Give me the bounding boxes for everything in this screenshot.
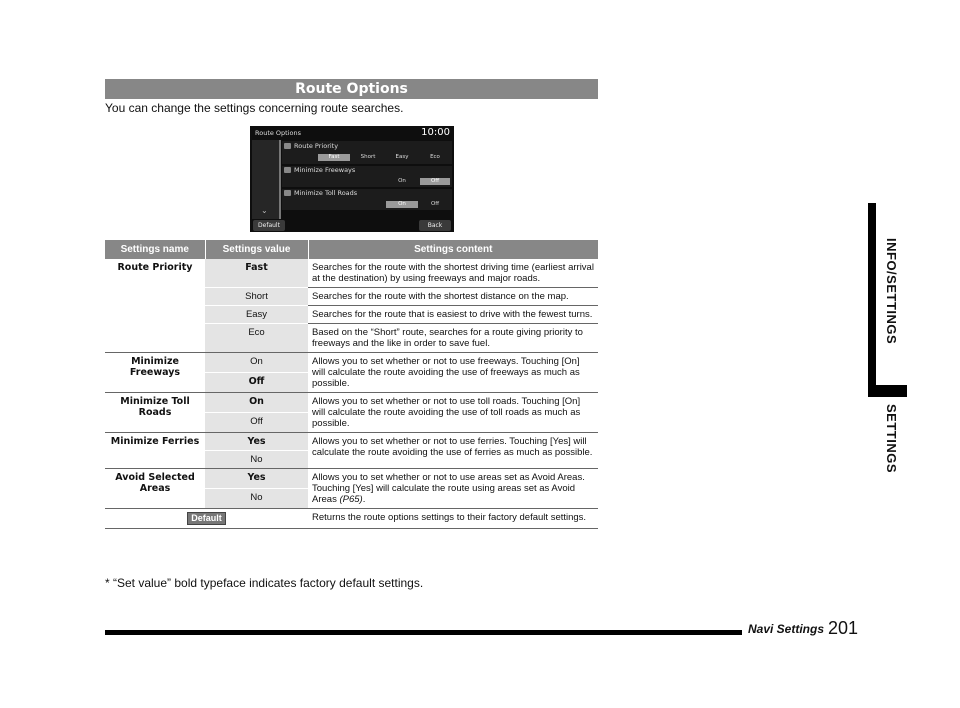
setting-value: Off xyxy=(205,413,308,433)
toll-icon xyxy=(284,190,291,196)
device-back-button[interactable]: Back xyxy=(419,220,451,231)
device-screen-title: Route Options xyxy=(255,129,302,137)
table-header-row xyxy=(105,240,598,259)
table-row xyxy=(105,393,598,413)
device-minimize-toll-roads-label: Minimize Toll Roads xyxy=(294,189,358,197)
setting-value: Eco xyxy=(205,324,308,353)
device-toll-on[interactable]: On xyxy=(386,201,418,208)
setting-value: On xyxy=(205,393,308,413)
setting-value: Fast xyxy=(205,259,308,288)
device-minimize-freeways-label: Minimize Freeways xyxy=(294,166,356,174)
route-priority-icon xyxy=(284,143,291,149)
side-tab-info-settings[interactable]: INFO/SETTINGS xyxy=(884,238,899,345)
device-option-short[interactable]: Short xyxy=(360,154,376,160)
table-row xyxy=(105,469,598,489)
device-option-fast[interactable]: Fast xyxy=(318,154,350,161)
setting-value: No xyxy=(205,489,308,509)
side-tab-marker xyxy=(868,385,907,397)
section-title: Route Options xyxy=(105,79,598,99)
setting-name-minimize-freeways: Minimize Freeways xyxy=(105,353,205,393)
setting-value: On xyxy=(205,353,308,373)
setting-content xyxy=(308,469,598,509)
setting-name-avoid-selected-areas: Avoid Selected Areas xyxy=(105,469,205,509)
footer-section-label: Navi Settings xyxy=(748,622,825,636)
page-number: 201 xyxy=(828,618,859,638)
page-reference-link[interactable]: (P65) xyxy=(339,494,363,505)
setting-value: Short xyxy=(205,288,308,306)
device-clock: 10:00 xyxy=(421,127,450,138)
settings-table xyxy=(105,240,598,529)
setting-content: Allows you to set whether or not to use freeways. Touching [On] will calculate the route avoiding the use of freeways as much as possible. xyxy=(308,353,598,393)
table-row xyxy=(105,433,598,451)
header-settings-name: Settings name xyxy=(105,240,205,259)
device-toll-off[interactable]: Off xyxy=(430,201,440,207)
content-line: Allows you to set whether or not to use areas set as Avoid Areas. xyxy=(312,472,585,483)
content-period: . xyxy=(362,494,366,505)
table-row xyxy=(105,509,598,529)
device-option-eco[interactable]: Eco xyxy=(430,154,440,160)
footnote: * “Set value” bold typeface indicates factory default settings. xyxy=(105,576,424,590)
setting-value: Easy xyxy=(205,306,308,324)
setting-value: No xyxy=(205,451,308,469)
intro-text: You can change the settings concerning route searches. xyxy=(105,101,404,115)
setting-value: Yes xyxy=(205,469,308,489)
header-settings-value: Settings value xyxy=(205,240,308,259)
device-freeways-on[interactable]: On xyxy=(398,178,406,184)
device-freeways-off[interactable]: Off xyxy=(420,178,450,185)
setting-content: Searches for the route that is easiest to drive with the fewest turns. xyxy=(308,306,598,324)
side-tab-settings[interactable]: SETTINGS xyxy=(884,404,899,474)
table-row xyxy=(105,259,598,288)
setting-value: Off xyxy=(205,373,308,393)
content-text: Touching [Yes] will calculate the route using areas set as Avoid Areas xyxy=(312,483,575,505)
setting-name-minimize-ferries: Minimize Ferries xyxy=(105,433,205,469)
chevron-down-icon: ⌄ xyxy=(261,206,268,215)
setting-content: Allows you to set whether or not to use toll roads. Touching [On] will calculate the route avoiding the use of toll roads as much as possible. xyxy=(308,393,598,433)
setting-content: Based on the “Short” route, searches for a route giving priority to freeways and the like in order to save fuel. xyxy=(308,324,598,353)
table-row xyxy=(105,353,598,373)
setting-name-route-priority: Route Priority xyxy=(105,259,205,353)
default-cell xyxy=(105,509,308,529)
setting-content: Searches for the route with the shortest distance on the map. xyxy=(308,288,598,306)
device-side-panel xyxy=(252,140,281,219)
setting-content: Allows you to set whether or not to use ferries. Touching [Yes] will calculate the route avoiding the use of ferries as much as possible. xyxy=(308,433,598,469)
footer-rule xyxy=(105,630,742,635)
device-option-easy[interactable]: Easy xyxy=(395,154,409,160)
default-button[interactable]: Default xyxy=(187,512,226,525)
content-line xyxy=(312,483,594,505)
freeway-icon xyxy=(284,167,291,173)
setting-content: Searches for the route with the shortest driving time (earliest arrival at the destination) by using freeways and major roads. xyxy=(308,259,598,288)
device-screen xyxy=(250,126,454,232)
side-tab-bar xyxy=(868,203,876,395)
setting-content: Returns the route options settings to their factory default settings. xyxy=(308,509,598,529)
device-default-button[interactable]: Default xyxy=(253,220,285,231)
setting-value: Yes xyxy=(205,433,308,451)
setting-name-minimize-toll-roads: Minimize Toll Roads xyxy=(105,393,205,433)
header-settings-content: Settings content xyxy=(308,240,598,259)
device-route-priority-label: Route Priority xyxy=(294,142,339,150)
